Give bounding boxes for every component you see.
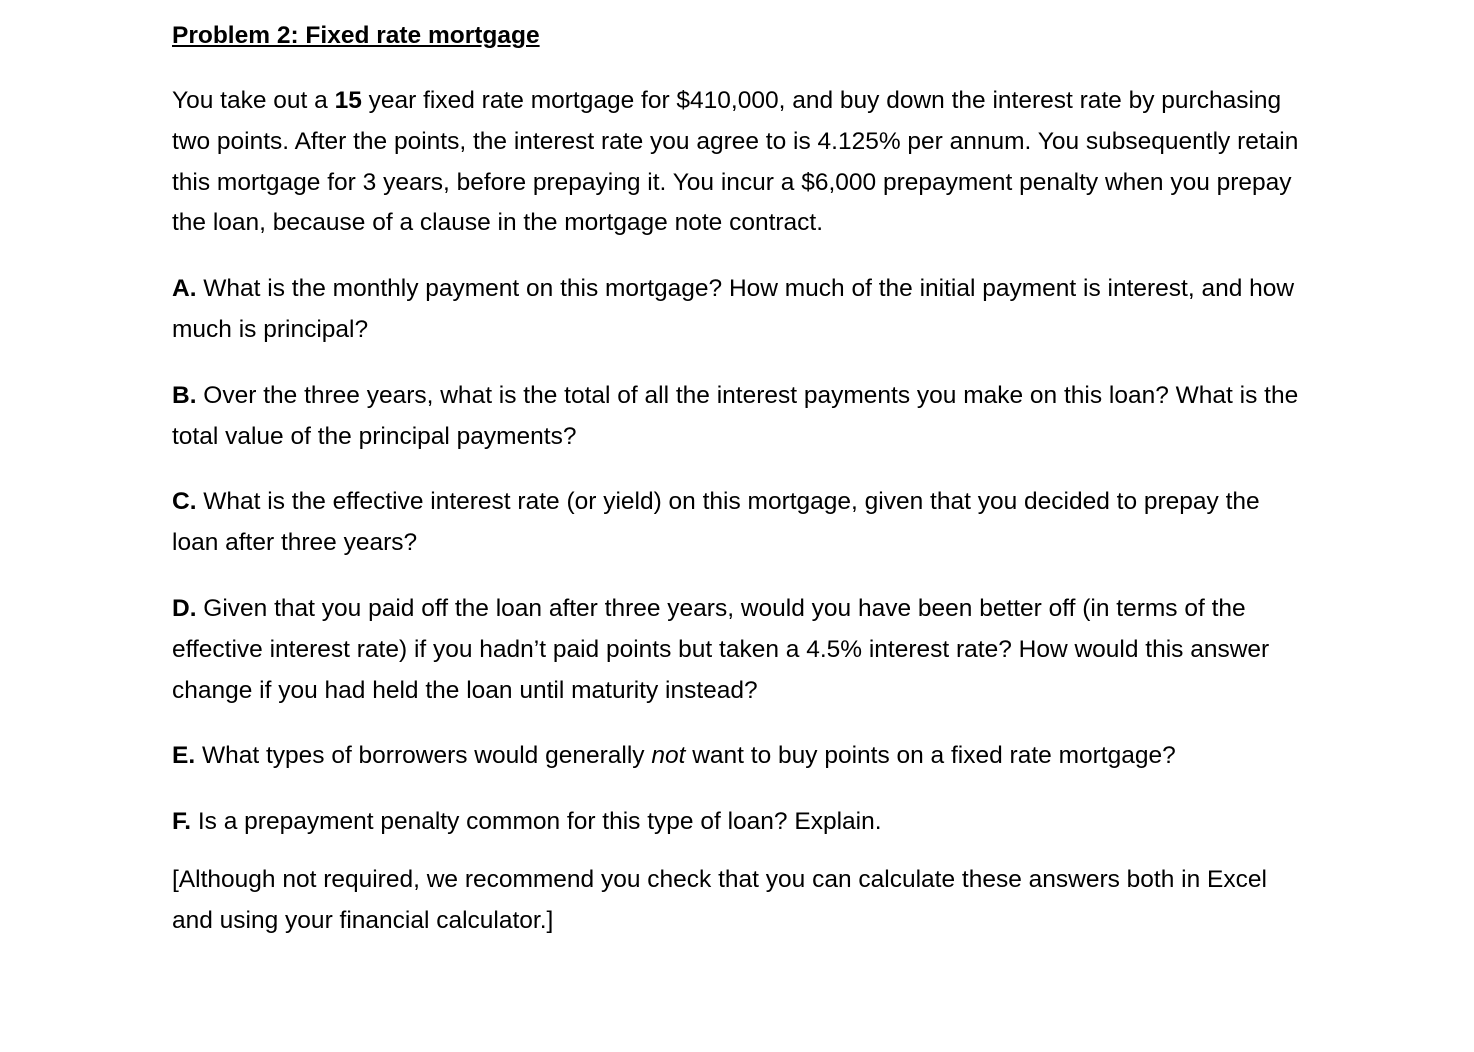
problem-title: Problem 2: Fixed rate mortgage xyxy=(172,22,540,49)
question-e-italic: not xyxy=(651,742,686,770)
question-e xyxy=(172,736,1312,777)
question-e-label: E. xyxy=(172,742,196,770)
question-f xyxy=(172,802,1312,843)
question-a-text: What is the monthly payment on this mortgage? How much of the initial payment is interest, and how much is principal? xyxy=(172,275,1295,343)
question-b xyxy=(172,376,1312,458)
question-b-label: B. xyxy=(172,381,197,409)
question-f-label: F. xyxy=(172,808,192,836)
question-e-text-after: want to buy points on a fixed rate mortgage? xyxy=(685,742,1176,770)
problem-intro xyxy=(172,81,1312,244)
question-c xyxy=(172,482,1312,564)
question-a-label: A. xyxy=(172,275,197,303)
question-d-label: D. xyxy=(172,594,197,622)
question-d-text: Given that you paid off the loan after three years, would you have been better off (in terms of the effective interest rate) if you hadn’t paid points but taken a 4.5% interest rate? How would this answer change if you had held the loan until maturity instead? xyxy=(172,594,1270,704)
question-c-label: C. xyxy=(172,488,197,516)
intro-text-1: You take out a xyxy=(172,87,335,114)
question-e-text-before: What types of borrowers would generally xyxy=(195,742,652,770)
intro-text-2: year fixed rate mortgage for $410,000, and buy down the interest rate by purchasing two points. After the points, the interest rate you agree to is 4.125% per annum. You subsequently retain this mortgage for 3 years, before prepaying it. You incur a $6,000 prepayment penalty when you prepay the loan, because of a clause in the mortgage note contract. xyxy=(172,87,1299,237)
document-page xyxy=(172,16,1312,967)
question-a xyxy=(172,269,1312,351)
intro-years-bold: 15 xyxy=(334,87,362,114)
closing-note: [Although not required, we recommend you check that you can calculate these answers both in Excel and using your financial calculator.] xyxy=(172,865,1267,934)
question-b-text: Over the three years, what is the total of all the interest payments you make on this loan? What is the total value of the principal payments? xyxy=(172,381,1299,450)
question-d xyxy=(172,589,1312,711)
question-c-text: What is the effective interest rate (or yield) on this mortgage, given that you decided to prepay the loan after three years? xyxy=(172,488,1260,557)
question-f-text: Is a prepayment penalty common for this type of loan? Explain. xyxy=(191,808,882,836)
